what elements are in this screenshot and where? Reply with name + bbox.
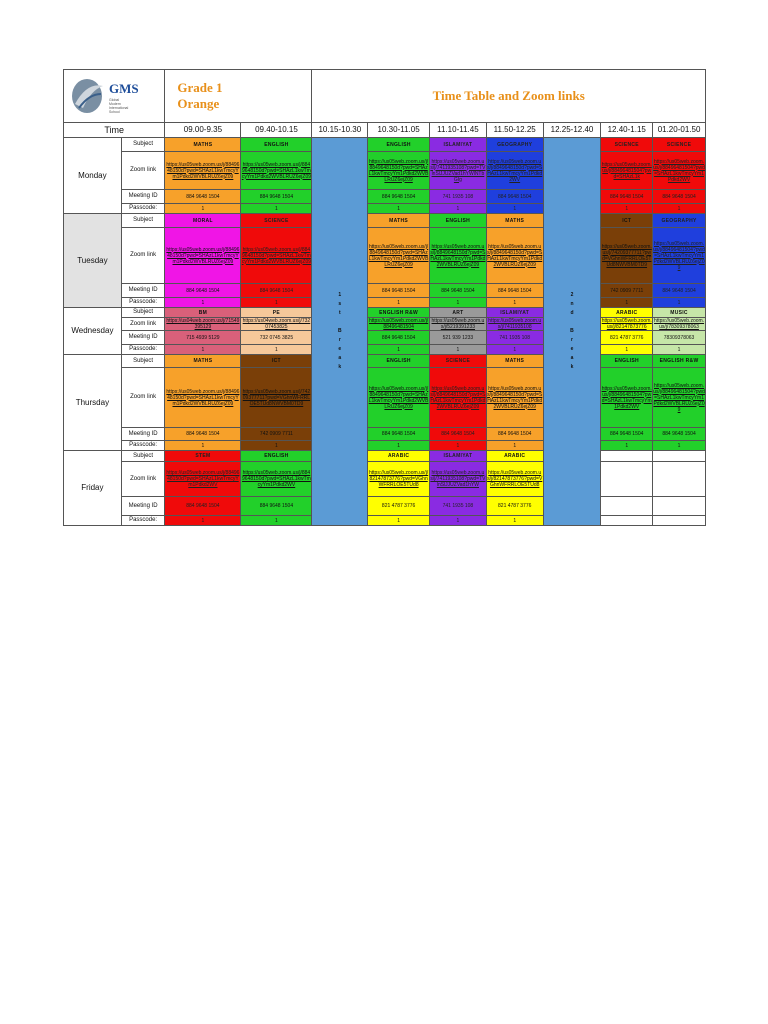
tuesday-zoom-1[interactable]: https://us05web.zoom.us/j/8849648150d?pwd=SHAzL1kwTmcyYm1Pdkd2WVBLRUZ6ejZ09	[241, 228, 312, 284]
svg-text:School: School	[109, 110, 120, 114]
monday-passcode-6: 1	[653, 204, 706, 214]
row-label-subject: Subject	[121, 308, 165, 318]
thursday-subject-6: ENGLISH R&W	[653, 355, 706, 368]
row-tuesday-meeting	[64, 284, 706, 298]
tuesday-subject-0: MORAL	[165, 214, 241, 228]
row-thursday-subject	[64, 355, 706, 368]
monday-subject-3: ISLAMIYAT	[430, 138, 487, 152]
friday-zoom-6	[653, 462, 706, 497]
page-title: Time Table and Zoom links	[312, 70, 706, 123]
friday-subject-1: ENGLISH	[241, 451, 312, 462]
monday-passcode-2: 1	[368, 204, 430, 214]
tuesday-meeting-2: 884 9648 1504	[368, 284, 430, 298]
wednesday-meeting-3: 521 939 1233	[430, 331, 487, 345]
row-thursday-passcode	[64, 441, 706, 451]
monday-zoom-2[interactable]: https://us05web.zoom.us/j/8849648150d?pwd=SHAzL1kwTmcyYm1Pdkd2WVBLRUZ6ejZ09	[368, 152, 430, 190]
tuesday-subject-5: ICT	[601, 214, 653, 228]
friday-subject-2: ARABIC	[368, 451, 430, 462]
row-wednesday-zoom	[64, 318, 706, 331]
tuesday-meeting-5: 742 0909 7711	[601, 284, 653, 298]
monday-subject-1: ENGLISH	[241, 138, 312, 152]
monday-subject-4: GEOGRAPHY	[486, 138, 543, 152]
monday-subject-2: ENGLISH	[368, 138, 430, 152]
monday-subject-6: SCIENCE	[653, 138, 706, 152]
wednesday-zoom-1[interactable]: https://us04web.zoom.us/j/73207453825	[242, 318, 311, 330]
row-wednesday-subject	[64, 308, 706, 318]
wednesday-zoom-3[interactable]: https://us05web.zoom.us/j/5219391233	[431, 318, 485, 330]
row-label-passcode: Passcode:	[121, 441, 165, 451]
monday-zoom-6[interactable]: https://us05web.zoom.us/j/88496481504?pwd=SHAzL1kwTmcyYm1Pdkd2WV	[653, 152, 706, 190]
thursday-zoom-3[interactable]: https://us05web.zoom.us/j/8849648150d?pwd=SHAzL1kwTmcyYm1Pdkd2WVBLRUZ6ejZ09	[430, 368, 487, 428]
tuesday-zoom-3[interactable]: https://us05web.zoom.us/j/8849648150d?pwd=SHAzL1kwTmcyYm1Pdkd2WVBLRUZ6ejZ09	[430, 228, 487, 284]
day-label-friday: Friday	[64, 451, 122, 526]
wednesday-subject-6: MUSIC	[653, 308, 706, 318]
wednesday-zoom-4[interactable]: https://us05web.zoom.us/j/7411935108	[488, 318, 542, 330]
friday-meeting-4: 821 4787 3776	[486, 497, 543, 516]
row-label-subject: Subject	[121, 138, 165, 152]
tuesday-passcode-0: 1	[165, 298, 241, 308]
monday-zoom-4[interactable]: https://us05web.zoom.us/j/8849648150d?pwd=SHAzL1kwTmcyYm1Pdkd2WV	[486, 152, 543, 190]
second-break-column: 2 n d B r e a k	[543, 138, 601, 526]
day-label-thursday: Thursday	[64, 355, 122, 451]
row-thursday-meeting	[64, 428, 706, 441]
friday-meeting-6	[653, 497, 706, 516]
tuesday-subject-2: MATHS	[368, 214, 430, 228]
time-slot-5: 11.50-12.25	[486, 123, 543, 138]
time-slot-7: 12.40-1.15	[601, 123, 653, 138]
row-monday-passcode	[64, 204, 706, 214]
row-label-zoom: Zoom link	[121, 228, 165, 284]
row-tuesday-zoom	[64, 228, 706, 284]
time-slot-3: 10.30-11.05	[368, 123, 430, 138]
friday-passcode-6	[653, 516, 706, 526]
thursday-zoom-6[interactable]: https://us05web.zoom.us/j/88496481504?pwd=SHAzL1kwTmcyYm1Pdkd2WVBLRUZ6ejZ09	[653, 368, 706, 428]
tuesday-passcode-1: 1	[241, 298, 312, 308]
friday-passcode-4: 1	[486, 516, 543, 526]
thursday-zoom-1[interactable]: https://us05web.zoom.us/j/74209377711?pwd=VGhnWFRRLOE5TUd8NWVBM0TD9	[241, 368, 312, 428]
thursday-meeting-6: 884 9648 1504	[653, 428, 706, 441]
tuesday-subject-6: GEOGRAPHY	[653, 214, 706, 228]
thursday-subject-1: ICT	[241, 355, 312, 368]
thursday-subject-3: SCIENCE	[430, 355, 487, 368]
tuesday-zoom-6[interactable]: https://us05web.zoom.us/j/88496481504?pwd=SHAzL1kwTmcyYm1Pdkd2WVBLRUZ6ejZ09	[653, 228, 706, 284]
wednesday-meeting-1: 732 0745 3825	[241, 331, 312, 345]
school-logo-icon	[69, 74, 159, 118]
row-monday-zoom	[64, 152, 706, 190]
time-slot-8: 01.20-01.50	[653, 123, 706, 138]
thursday-zoom-4[interactable]: https://us05web.zoom.us/j/8849648150d?pwd=SHAzL1kwTmcyYm1Pdkd2WVBLRUZ6ejZ09	[486, 368, 543, 428]
row-label-meeting: Meeting ID	[121, 497, 165, 516]
monday-zoom-3[interactable]: https://us05web.zoom.us/j/7411935108?pwd=TVlnSlJJUZVad1hYWlNTbGIg	[430, 152, 487, 190]
wednesday-subject-2: ENGLISH R&W	[368, 308, 430, 318]
row-label-meeting: Meeting ID	[121, 428, 165, 441]
wednesday-subject-1: PE	[241, 308, 312, 318]
section-label: Orange	[177, 96, 220, 111]
row-label-zoom: Zoom link	[121, 368, 165, 428]
wednesday-zoom-0[interactable]: https://us04web.zoom.us/j/71549395129	[166, 318, 240, 330]
friday-passcode-0: 1	[165, 516, 241, 526]
time-row	[64, 123, 706, 138]
wednesday-meeting-2: 884 9648 1504	[368, 331, 430, 345]
monday-zoom-0[interactable]: https://us05web.zoom.us/j/8849648150d?pwd=SHAzL1kwTmcyYm1Pdkd2WVBLRUZ6ejZ09	[165, 152, 241, 190]
thursday-subject-4: MATHS	[486, 355, 543, 368]
tuesday-meeting-3: 884 9648 1504	[430, 284, 487, 298]
friday-zoom-3[interactable]: https://us05web.zoom.us/j/7411935108?pwd=TVlnSlJJUZVad1hYW	[430, 462, 487, 497]
row-thursday-zoom	[64, 368, 706, 428]
friday-subject-6	[653, 451, 706, 462]
row-label-meeting: Meeting ID	[121, 190, 165, 204]
row-label-passcode: Passcode:	[121, 298, 165, 308]
row-label-subject: Subject	[121, 451, 165, 462]
thursday-passcode-6: 1	[653, 441, 706, 451]
tuesday-zoom-0[interactable]: https://us05web.zoom.us/j/8849648150d?pwd=SHAzL1kwTmcyYm1Pdkd2WVBLRUZ6ejZ09	[165, 228, 241, 284]
wednesday-subject-5: ARABIC	[601, 308, 653, 318]
tuesday-zoom-2[interactable]: https://us05web.zoom.us/j/8849648150d?pwd=SHAzL1kwTmcyYm1Pdkd2WVBLRUZ6ejZ09	[368, 228, 430, 284]
thursday-passcode-3: 1	[430, 441, 487, 451]
thursday-meeting-3: 884 9648 1504	[430, 428, 487, 441]
thursday-subject-0: MATHS	[165, 355, 241, 368]
row-friday-subject	[64, 451, 706, 462]
friday-meeting-1: 884 9648 1504	[241, 497, 312, 516]
row-label-zoom: Zoom link	[121, 462, 165, 497]
thursday-meeting-0: 884 9648 1504	[165, 428, 241, 441]
monday-meeting-4: 884 9648 1504	[486, 190, 543, 204]
wednesday-subject-4: ISLAMIYAT	[486, 308, 543, 318]
tuesday-subject-1: SCIENCE	[241, 214, 312, 228]
monday-subject-0: MATHS	[165, 138, 241, 152]
tuesday-zoom-5[interactable]: https://us05web.zoom.us/j/74209377711?pwd=VGhnWFRRLOE5TUd8NWVBM0TD9	[601, 228, 653, 284]
thursday-subject-2: ENGLISH	[368, 355, 430, 368]
friday-meeting-3: 741 1935 108	[430, 497, 487, 516]
friday-subject-5	[601, 451, 653, 462]
tuesday-zoom-4[interactable]: https://us05web.zoom.us/j/8849648150d?pwd=SHAzL1kwTmcyYm1Pdkd2WVBLRUZ6ejZ09	[486, 228, 543, 284]
day-label-wednesday: Wednesday	[64, 308, 122, 355]
time-slot-1: 09.40-10.15	[241, 123, 312, 138]
wednesday-passcode-5: 1	[601, 345, 653, 355]
monday-meeting-5: 884 9648 1504	[601, 190, 653, 204]
thursday-passcode-2: 1	[368, 441, 430, 451]
wednesday-meeting-4: 741 1935 108	[486, 331, 543, 345]
wednesday-zoom-2[interactable]: https://us05web.zoom.us/j/88496481504	[369, 318, 429, 330]
monday-zoom-1[interactable]: https://us05web.zoom.us/j/8849648150d?pwd=SHAzL1kwTmcyYm1Pdkd2WVBLRUZ6ejZ09	[241, 152, 312, 190]
row-friday-zoom	[64, 462, 706, 497]
row-label-meeting: Meeting ID	[121, 284, 165, 298]
thursday-passcode-4: 1	[486, 441, 543, 451]
tuesday-meeting-4: 884 9648 1504	[486, 284, 543, 298]
thursday-zoom-5[interactable]: https://us05web.zoom.us/j/88496481504?pwd=SHAzL1kwTmcyYm1Pdkd2WV	[601, 368, 653, 428]
thursday-zoom-0[interactable]: https://us05web.zoom.us/j/8849648150d?pwd=SHAzL1kwTmcyYm1Pdkd2WVBLRUZ6ejZ09	[165, 368, 241, 428]
thursday-passcode-1: 1	[241, 441, 312, 451]
row-label-zoom: Zoom link	[121, 152, 165, 190]
row-label-passcode: Passcode:	[121, 204, 165, 214]
row-label-subject: Subject	[121, 355, 165, 368]
first-break-column: 1 s t B r e a k	[312, 138, 368, 526]
wednesday-passcode-3: 1	[430, 345, 487, 355]
friday-meeting-2: 821 4787 3776	[368, 497, 430, 516]
row-label-subject: Subject	[121, 214, 165, 228]
time-label: Time	[64, 123, 165, 138]
friday-subject-4: ARABIC	[486, 451, 543, 462]
svg-text:Global: Global	[109, 98, 120, 102]
monday-meeting-3: 741 1935 108	[430, 190, 487, 204]
thursday-meeting-1: 742 0909 7711	[241, 428, 312, 441]
wednesday-passcode-2: 1	[368, 345, 430, 355]
monday-meeting-6: 884 9648 1504	[653, 190, 706, 204]
wednesday-passcode-6: 1	[653, 345, 706, 355]
friday-zoom-0[interactable]: https://us05web.zoom.us/j/8849648150d?pwd=SHAzL1kwTmcyYm1Pdkd2WV	[165, 462, 241, 497]
monday-meeting-0: 884 9648 1504	[165, 190, 241, 204]
monday-zoom-5[interactable]: https://us05web.zoom.us/j/88496481504?pwd=SHAzL1k	[601, 152, 653, 190]
friday-passcode-1: 1	[241, 516, 312, 526]
wednesday-passcode-1: 1	[241, 345, 312, 355]
monday-passcode-0: 1	[165, 204, 241, 214]
school-logo-cell	[64, 70, 165, 123]
tuesday-meeting-0: 884 9648 1504	[165, 284, 241, 298]
row-friday-passcode	[64, 516, 706, 526]
wednesday-zoom-5[interactable]: https://us05web.zoom.us/j/82147873776	[601, 318, 652, 330]
monday-passcode-4: 1	[486, 204, 543, 214]
row-tuesday-subject	[64, 214, 706, 228]
tuesday-passcode-5: 1	[601, 298, 653, 308]
monday-subject-5: SCIENCE	[601, 138, 653, 152]
tuesday-passcode-3: 1	[430, 298, 487, 308]
grade-label: Grade 1	[177, 80, 223, 95]
timetable-sheet	[63, 69, 706, 526]
friday-zoom-1[interactable]: https://us05web.zoom.us/j/8849648150d?pwd=SHAzL1kwTmcyYm1Pdkd2WV	[241, 462, 312, 497]
grade-cell	[165, 70, 312, 123]
wednesday-meeting-0: 715 4939 5129	[165, 331, 241, 345]
tuesday-meeting-6: 884 9648 1504	[653, 284, 706, 298]
day-label-monday: Monday	[64, 138, 122, 214]
row-wednesday-passcode	[64, 345, 706, 355]
friday-zoom-5	[601, 462, 653, 497]
row-label-meeting: Meeting ID	[121, 331, 165, 345]
day-label-tuesday: Tuesday	[64, 214, 122, 308]
row-label-passcode: Passcode:	[121, 345, 165, 355]
friday-passcode-3: 1	[430, 516, 487, 526]
tuesday-subject-4: MATHS	[486, 214, 543, 228]
friday-passcode-5	[601, 516, 653, 526]
friday-meeting-0: 884 9648 1504	[165, 497, 241, 516]
friday-passcode-2: 1	[368, 516, 430, 526]
thursday-passcode-5: 1	[601, 441, 653, 451]
wednesday-meeting-6: 78309378063	[653, 331, 706, 345]
thursday-passcode-0: 1	[165, 441, 241, 451]
svg-text:International: International	[109, 106, 129, 110]
time-slot-0: 09.00-9.35	[165, 123, 241, 138]
wednesday-passcode-0: 1	[165, 345, 241, 355]
tuesday-passcode-2: 1	[368, 298, 430, 308]
row-tuesday-passcode	[64, 298, 706, 308]
tuesday-subject-3: ENGLISH	[430, 214, 487, 228]
tuesday-passcode-4: 1	[486, 298, 543, 308]
time-slot-6: 12.25-12.40	[543, 123, 601, 138]
row-monday-meeting	[64, 190, 706, 204]
tuesday-meeting-1: 884 9648 1504	[241, 284, 312, 298]
thursday-meeting-5: 884 9648 1504	[601, 428, 653, 441]
thursday-subject-5: ENGLISH	[601, 355, 653, 368]
wednesday-passcode-4: 1	[486, 345, 543, 355]
row-friday-meeting	[64, 497, 706, 516]
row-label-passcode: Passcode:	[121, 516, 165, 526]
wednesday-meeting-5: 821 4787 3776	[601, 331, 653, 345]
friday-subject-0: STEM	[165, 451, 241, 462]
monday-meeting-1: 884 9648 1504	[241, 190, 312, 204]
monday-passcode-1: 1	[241, 204, 312, 214]
friday-subject-3: ISLAMIYAT	[430, 451, 487, 462]
row-monday-subject	[64, 138, 706, 152]
timetable	[63, 69, 706, 526]
time-slot-2: 10.15-10.30	[312, 123, 368, 138]
time-slot-4: 11.10-11.45	[430, 123, 487, 138]
thursday-meeting-2: 884 9648 1504	[368, 428, 430, 441]
wednesday-zoom-6[interactable]: https://us05web.zoom.us/j/78309378063	[654, 318, 705, 330]
friday-zoom-2[interactable]: https://us05web.zoom.us/j/82147873776?pwd=VGhnWFRRLOE5TUd8	[368, 462, 430, 497]
row-wednesday-meeting	[64, 331, 706, 345]
monday-meeting-2: 884 9648 1504	[368, 190, 430, 204]
wednesday-subject-3: ART	[430, 308, 487, 318]
thursday-zoom-2[interactable]: https://us05web.zoom.us/j/8849648150d?pwd=SHAzL1kwTmcyYm1Pdkd2WVBLRUZ6ejZ09	[368, 368, 430, 428]
svg-text:Modern: Modern	[109, 102, 122, 106]
thursday-meeting-4: 884 9648 1504	[486, 428, 543, 441]
monday-passcode-5: 1	[601, 204, 653, 214]
friday-meeting-5	[601, 497, 653, 516]
row-label-zoom: Zoom link	[121, 318, 165, 331]
logo-text: GMS	[109, 81, 139, 96]
tuesday-passcode-6: 1	[653, 298, 706, 308]
friday-zoom-4[interactable]: https://us05web.zoom.us/j/82147873776?pwd=VGhnWFRRLOE5TUd8	[486, 462, 543, 497]
monday-passcode-3: 1	[430, 204, 487, 214]
wednesday-subject-0: BM	[165, 308, 241, 318]
